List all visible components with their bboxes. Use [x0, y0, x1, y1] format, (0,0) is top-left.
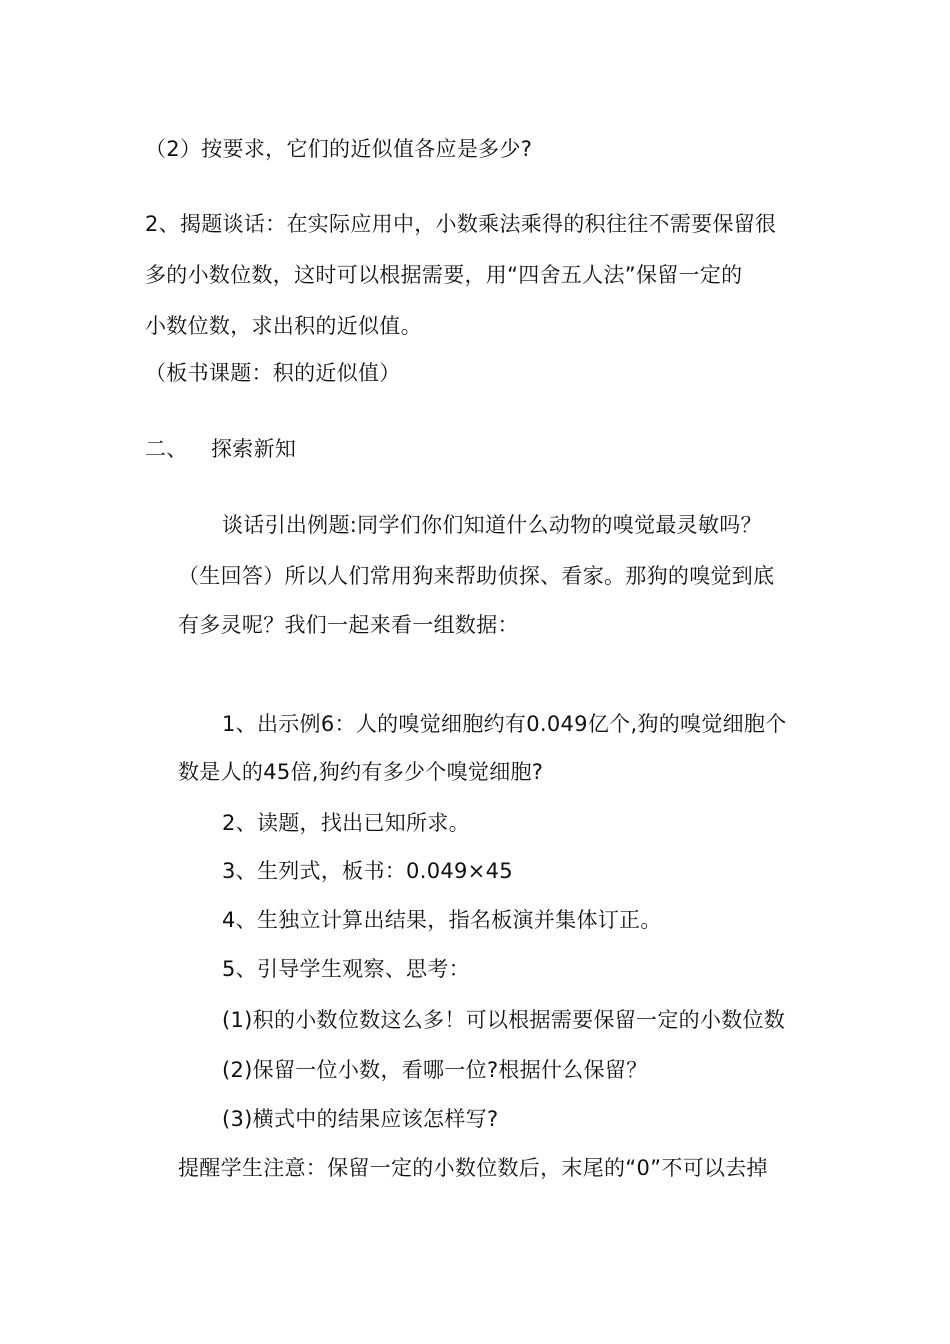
body-line: (3)横式中的结果应该怎样写?	[222, 1107, 499, 1131]
body-line: 3、生列式，板书：0.049×45	[222, 859, 513, 883]
body-line: 有多灵呢？我们一起来看一组数据：	[178, 613, 519, 637]
body-line: 2、读题，找出已知所求。	[222, 811, 470, 835]
intro-line: 2、揭题谈话：在实际应用中，小数乘法乘得的积往往不需要保留很	[145, 212, 777, 236]
body-line: 数是人的45倍,狗约有多少个嗅觉细胞?	[178, 760, 544, 784]
section-title: 探索新知	[211, 437, 297, 461]
intro-line: 小数位数，求出积的近似值。	[145, 314, 422, 338]
intro-line: （板书课题：积的近似值）	[145, 361, 401, 385]
body-line: 谈话引出例题:同学们你们知道什么动物的嗅觉最灵敏吗？	[222, 513, 762, 537]
intro-line: （2）按要求，它们的近似值各应是多少?	[145, 137, 533, 161]
body-line: (1)积的小数位数这么多！可以根据需要保留一定的小数位数	[222, 1008, 786, 1032]
body-line: (2)保留一位小数，看哪一位?根据什么保留？	[222, 1058, 648, 1082]
body-line: 1、出示例6：人的嗅觉细胞约有0.049亿个,狗的嗅觉细胞个	[222, 712, 787, 736]
body-line: 5、引导学生观察、思考：	[222, 957, 470, 981]
body-line: （生回答）所以人们常用狗来帮助侦探、看家。那狗的嗅觉到底	[178, 564, 775, 588]
body-line: 提醒学生注意：保留一定的小数位数后，末尾的“0”不可以去掉	[178, 1156, 768, 1180]
intro-line: 多的小数位数，这时可以根据需要，用“四舍五人法”保留一定的	[145, 263, 743, 287]
body-line: 4、生独立计算出结果，指名板演并集体订正。	[222, 908, 662, 932]
section-heading	[145, 434, 297, 464]
section-number: 二、	[145, 437, 188, 461]
